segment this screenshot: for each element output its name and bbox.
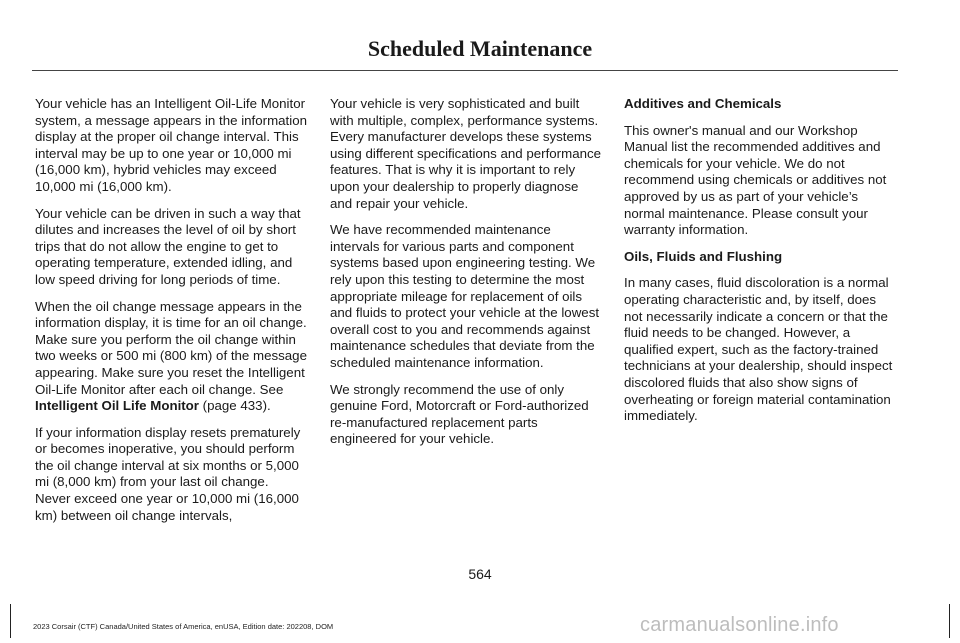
paragraph-oil-change-message (35, 299, 307, 415)
column-middle (330, 96, 602, 458)
header-divider (32, 70, 898, 71)
paragraph-genuine-parts: We strongly recommend the use of only genuine Ford, Motorcraft or Ford-authorized re-manufactured replacement parts engineered for your vehicle. (330, 381, 589, 447)
paragraph-fluid-discoloration: In many cases, fluid discoloration is a normal operating characteristic and, by itself, does not necessarily indicate a concern or that the fluid needs to be changed. However, a qualified expert, such as the factory-trained technicians at your dealership, should inspect discolored fluids that also show signs of overheating or foreign material contamination immediately. (624, 275, 893, 424)
paragraph-maintenance-intervals: We have recommended maintenance intervals for various parts and component systems based upon engineering testing. We rely upon this testing to determine the most appropriate mileage for replacement of oils and fluids to protect your vehicle at the lowest overall cost to you and recommends against maintenance schedules that deviate from the scheduled maintenance information. (330, 222, 600, 370)
heading-oils-fluids-flushing: Oils, Fluids and Flushing (624, 248, 783, 264)
watermark: carmanualsonline.info (640, 614, 839, 636)
crop-mark-left (10, 604, 11, 638)
paragraph-additives: This owner's manual and our Workshop Manual list the recommended additives and chemicals for your vehicle. We do not recommend using chemicals or additives not approved by us as part of your vehicle’s normal maintenance. Please consult your warranty information. (624, 122, 887, 238)
paragraph-display-reset: If your information display resets prematurely or becomes inoperative, you should perform the oil change interval at six months or 5,000 mi (8,000 km) from your last oil change. Never exceed one year or 10,000 mi (16,000 km) between oil change intervals, (35, 424, 301, 523)
heading-additives-chemicals: Additives and Chemicals (624, 96, 782, 111)
page-title: Scheduled Maintenance (367, 36, 593, 61)
paragraph-oil-change-text: When the oil change message appears in the information display, it is time for an oil change. Make sure you perform the oil change within two weeks or 500 mi (800 km) of the message appearing. Make sure you reset the Intelligent Oil-Life Monitor after each oil change. See (35, 298, 307, 397)
footer-edition-info: 2023 Corsair (CTF) Canada/United States of America, enUSA, Edition date: 202208, DOM (33, 622, 334, 631)
column-right (624, 96, 896, 435)
column-left (35, 96, 307, 534)
cross-reference-link[interactable]: Intelligent Oil Life Monitor (35, 398, 199, 414)
paragraph-driving-conditions: Your vehicle can be driven in such a way that dilutes and increases the level of oil by short trips that do not allow the engine to get to operating temperature, extended idling, and low speed driving for long periods of time. (35, 205, 301, 287)
crop-mark-right (949, 604, 950, 638)
paragraph-sophisticated-systems: Your vehicle is very sophisticated and built with multiple, complex, performance systems. Every manufacturer develops these systems using different specifications and performance features. That is why it is important to rely upon your dealership to properly diagnose and repair your vehicle. (330, 96, 602, 211)
page-number: 564 (468, 566, 492, 582)
paragraph-oil-life-monitor: Your vehicle has an Intelligent Oil-Life Monitor system, a message appears in the information display at the proper oil change interval. This interval may be up to one year or 10,000 mi (16,000 km), hybrid vehicles may exceed 10,000 mi (16,000 km). (35, 96, 307, 194)
cross-reference-page: (page 433). (198, 398, 271, 414)
